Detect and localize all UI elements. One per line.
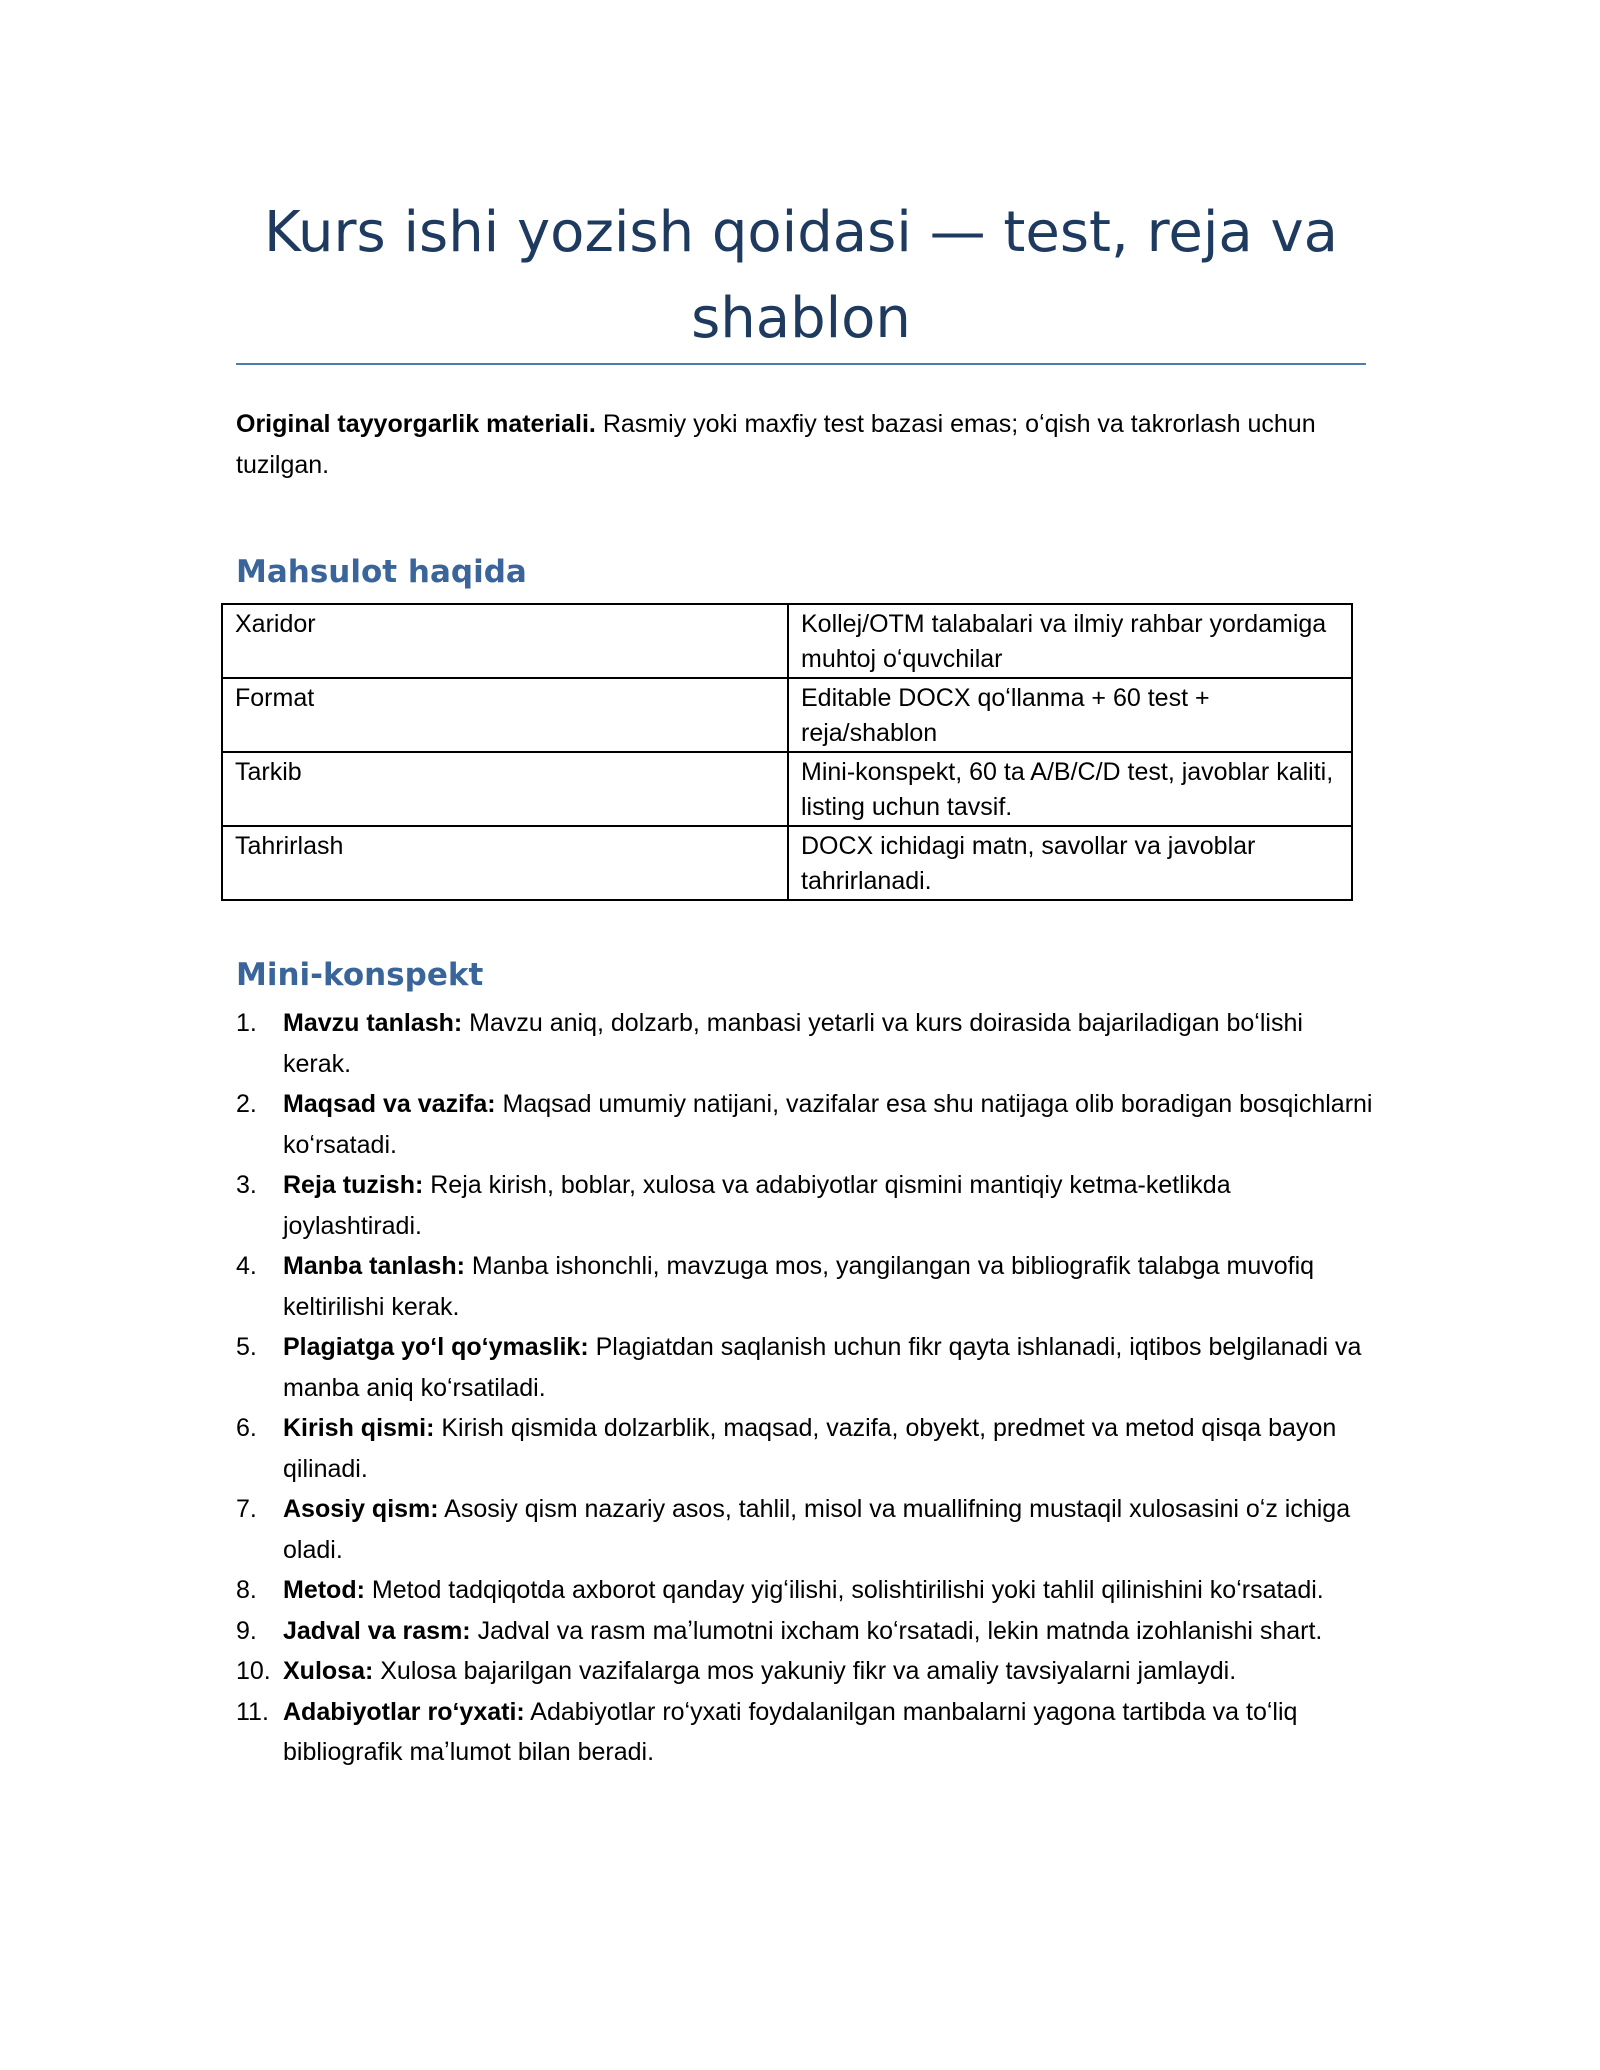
table-value-cell: Kollej/OTM talabalari va ilmiy rahbar yordamiga muhtoj oʻquvchilar [788,604,1352,678]
table-key-cell: Tahrirlash [222,826,788,900]
list-item-lead: Mavzu tanlash: [283,1009,463,1037]
list-item-lead: Xulosa: [283,1657,374,1685]
table-row [222,678,1352,752]
list-item-number: 1. [236,1009,257,1037]
intro-bold-lead: Original tayyorgarlik materiali. [236,410,596,438]
list-item [236,1003,1376,1084]
list-item-lead: Jadval va rasm: [283,1616,471,1645]
list-item-text: Adabiyotlar roʻyxati foydalanilgan manbalarni yagona tartibda va toʻliq bibliografik maʼlumot bilan beradi. [283,1697,1298,1766]
list-item [236,1570,1376,1611]
list-item-lead: Asosiy qism: [283,1495,439,1523]
list-item-text: Reja kirish, boblar, xulosa va adabiyotlar qismini mantiqiy ketma-ketlikda joylashtiradi. [283,1171,1231,1240]
list-item-lead: Adabiyotlar roʻyxati: [283,1697,525,1726]
list-item [236,1651,1376,1692]
table-value-cell: Mini-konspekt, 60 ta A/B/C/D test, javoblar kaliti, listing uchun tavsif. [788,752,1352,826]
table-row [222,752,1352,826]
list-item-number: 2. [236,1090,257,1118]
list-item-text: Metod tadqiqotda axborot qanday yigʻilishi, solishtirilishi yoki tahlil qilinishini koʻrsatadi. [364,1576,1324,1604]
list-item-number: 9. [236,1616,257,1645]
list-item-text: Mavzu aniq, dolzarb, manbasi yetarli va kurs doirasida bajariladigan boʻlishi kerak. [283,1009,1303,1078]
product-table [221,603,1353,901]
list-item-number: 5. [236,1333,257,1361]
list-item-text: Manba ishonchli, mavzuga mos, yangilangan va bibliografik talabga muvofiq keltirilishi kerak. [283,1252,1315,1321]
list-item-text: Kirish qismida dolzarblik, maqsad, vazifa, obyekt, predmet va metod qisqa bayon qilinadi. [283,1414,1337,1483]
intro-text: Rasmiy yoki maxfiy test bazasi emas; oʻqish va takrorlash uchun tuzilgan. [236,410,1316,479]
list-item-lead: Manba tanlash: [283,1252,465,1280]
konspekt-heading: Mini-konspekt [236,957,484,993]
list-item-number: 10. [236,1657,271,1685]
list-item [236,1611,1376,1652]
list-item-lead: Metod: [283,1576,365,1604]
list-item-number: 4. [236,1252,257,1280]
list-item-number: 7. [236,1495,257,1523]
list-item-text: Maqsad umumiy natijani, vazifalar esa shu natijaga olib boradigan bosqichlarni koʻrsatadi. [283,1090,1373,1159]
table-value-cell: DOCX ichidagi matn, savollar va javoblar tahrirlanadi. [788,826,1352,900]
list-item-text: Jadval va rasm maʼlumotni ixcham koʻrsatadi, lekin matnda izohlanishi shart. [470,1616,1323,1645]
list-item [236,1246,1376,1327]
table-key-cell: Format [222,678,788,752]
list-item [236,1084,1376,1165]
product-heading: Mahsulot haqida [236,554,527,590]
list-item-number: 6. [236,1414,257,1442]
list-item [236,1165,1376,1246]
document-title: Kurs ishi yozish qoidasi — test, reja va shablon [264,200,1338,351]
list-item-text: Asosiy qism nazariy asos, tahlil, misol va muallifning mustaqil xulosasini oʻz ichiga oladi. [283,1495,1351,1564]
konspekt-list [236,1003,1376,1773]
list-item [236,1692,1376,1773]
list-item [236,1489,1376,1570]
title-divider [236,363,1366,365]
table-value-cell: Editable DOCX qoʻllanma + 60 test + reja/shablon [788,678,1352,752]
list-item [236,1408,1376,1489]
list-item-lead: Kirish qismi: [283,1414,435,1442]
list-item-lead: Reja tuzish: [283,1171,424,1199]
list-item-text: Xulosa bajarilgan vazifalarga mos yakuniy fikr va amaliy tavsiyalarni jamlaydi. [373,1657,1237,1685]
table-key-cell: Xaridor [222,604,788,678]
list-item-lead: Plagiatga yoʻl qoʻymaslik: [283,1333,589,1361]
list-item-lead: Maqsad va vazifa: [283,1090,496,1118]
list-item-number: 3. [236,1171,257,1199]
list-item-text: Plagiatdan saqlanish uchun fikr qayta ishlanadi, iqtibos belgilanadi va manba aniq koʻrsatiladi. [283,1333,1362,1402]
list-item-number: 8. [236,1576,257,1604]
table-key-cell: Tarkib [222,752,788,826]
list-item [236,1327,1376,1408]
list-item-number: 11. [236,1697,269,1726]
table-row [222,604,1352,678]
table-row [222,826,1352,900]
intro-paragraph [236,404,1366,486]
